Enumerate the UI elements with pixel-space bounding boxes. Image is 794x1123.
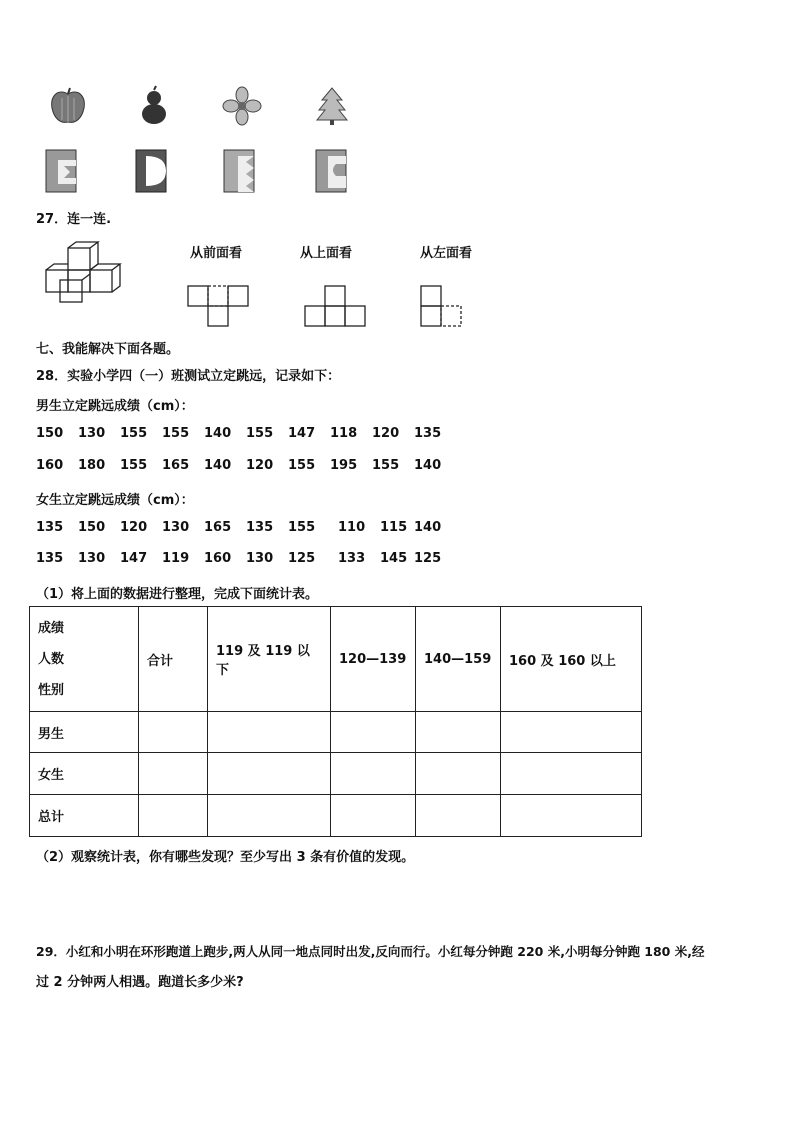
data-value: 140	[414, 520, 442, 535]
data-value: 160	[36, 458, 64, 473]
data-value: 140	[204, 458, 232, 473]
data-value: 130	[246, 551, 274, 566]
flower-icon	[222, 86, 262, 126]
answer-cell[interactable]	[208, 795, 331, 837]
data-value: 155	[120, 458, 148, 473]
q28-part1: （1）将上面的数据进行整理，完成下面统计表。	[36, 587, 319, 602]
answer-cell[interactable]	[416, 795, 501, 837]
cutout-e-zigzag-icon	[220, 148, 260, 194]
answer-cell[interactable]	[501, 795, 642, 837]
data-value: 125	[288, 551, 316, 566]
row-label: 总计	[30, 795, 139, 837]
answer-cell[interactable]	[208, 712, 331, 753]
corner-label-gender: 性别	[38, 682, 65, 698]
cube-stack-figure	[40, 242, 130, 308]
data-value: 147	[288, 426, 316, 441]
data-value: 120	[372, 426, 400, 441]
q29-line1: 29．小红和小明在环形跑道上跑步,两人从同一地点同时出发,反向而行。小红每分钟跑 220 米,小明每分钟跑 180 米,经	[36, 944, 705, 959]
answer-cell[interactable]	[416, 712, 501, 753]
data-value: 195	[330, 458, 358, 473]
data-value: 130	[78, 551, 106, 566]
view-label-left: 从左面看	[420, 246, 473, 261]
data-value: 150	[36, 426, 64, 441]
column-header: 119 及 119 以下	[208, 607, 331, 712]
column-header: 120—139	[331, 607, 416, 712]
data-value: 155	[246, 426, 274, 441]
data-value: 155	[120, 426, 148, 441]
data-value: 119	[162, 551, 190, 566]
data-value: 130	[78, 426, 106, 441]
data-value: 130	[162, 520, 190, 535]
section-heading: 七、我能解决下面各题。	[36, 342, 180, 357]
answer-cell[interactable]	[331, 753, 416, 795]
view-label-front: 从前面看	[190, 246, 243, 261]
gourd-icon	[136, 86, 172, 126]
data-value: 155	[288, 458, 316, 473]
data-value: 165	[204, 520, 232, 535]
apple-icon	[48, 86, 88, 126]
data-value: 140	[204, 426, 232, 441]
data-value: 118	[330, 426, 358, 441]
data-value: 155	[372, 458, 400, 473]
data-value: 145	[380, 551, 408, 566]
q28-intro: 28．实验小学四（一）班测试立定跳远，记录如下：	[36, 369, 341, 384]
column-header: 140—159	[416, 607, 501, 712]
top-view-figure	[304, 284, 374, 330]
data-value: 150	[78, 520, 106, 535]
column-header: 160 及 160 以上	[501, 607, 642, 712]
answer-cell[interactable]	[208, 753, 331, 795]
table-row	[30, 753, 642, 795]
answer-cell[interactable]	[139, 795, 208, 837]
data-value: 125	[414, 551, 442, 566]
cutout-c-icon	[132, 148, 172, 194]
data-value: 155	[162, 426, 190, 441]
answer-cell[interactable]	[139, 753, 208, 795]
corner-label-score: 成绩	[38, 620, 65, 636]
q28-part2: （2）观察统计表，你有哪些发现？至少写出 3 条有价值的发现。	[36, 850, 415, 865]
column-header: 合计	[139, 607, 208, 712]
data-value: 110	[338, 520, 366, 535]
data-value: 120	[120, 520, 148, 535]
answer-cell[interactable]	[501, 753, 642, 795]
front-view-figure	[187, 284, 257, 328]
answer-cell[interactable]	[501, 712, 642, 753]
boys-label: 男生立定跳远成绩（cm）：	[36, 399, 194, 414]
answer-cell[interactable]	[331, 712, 416, 753]
data-value: 135	[414, 426, 442, 441]
tree-icon	[314, 86, 350, 126]
data-value: 135	[36, 520, 64, 535]
row-label: 女生	[30, 753, 139, 795]
corner-label-count: 人数	[38, 651, 65, 667]
cutout-e-icon	[42, 148, 82, 194]
data-value: 115	[380, 520, 408, 535]
answer-cell[interactable]	[416, 753, 501, 795]
statistics-table	[29, 606, 642, 837]
table-corner-cell	[30, 607, 139, 712]
left-view-figure	[420, 284, 470, 330]
data-value: 133	[338, 551, 366, 566]
data-value: 165	[162, 458, 190, 473]
view-label-top: 从上面看	[300, 246, 353, 261]
answer-cell[interactable]	[331, 795, 416, 837]
data-value: 180	[78, 458, 106, 473]
data-value: 135	[36, 551, 64, 566]
q27-title: 27．连一连.	[36, 212, 112, 227]
girls-label: 女生立定跳远成绩（cm）：	[36, 493, 194, 508]
row-label: 男生	[30, 712, 139, 753]
data-value: 120	[246, 458, 274, 473]
cutout-e-notch-icon	[312, 148, 352, 194]
data-value: 155	[288, 520, 316, 535]
q29-line2: 过 2 分钟两人相遇。跑道长多少米?	[36, 975, 244, 990]
data-value: 140	[414, 458, 442, 473]
table-row	[30, 712, 642, 753]
data-value: 135	[246, 520, 274, 535]
data-value: 160	[204, 551, 232, 566]
table-header-row	[30, 607, 642, 712]
table-row	[30, 795, 642, 837]
answer-cell[interactable]	[139, 712, 208, 753]
data-value: 147	[120, 551, 148, 566]
